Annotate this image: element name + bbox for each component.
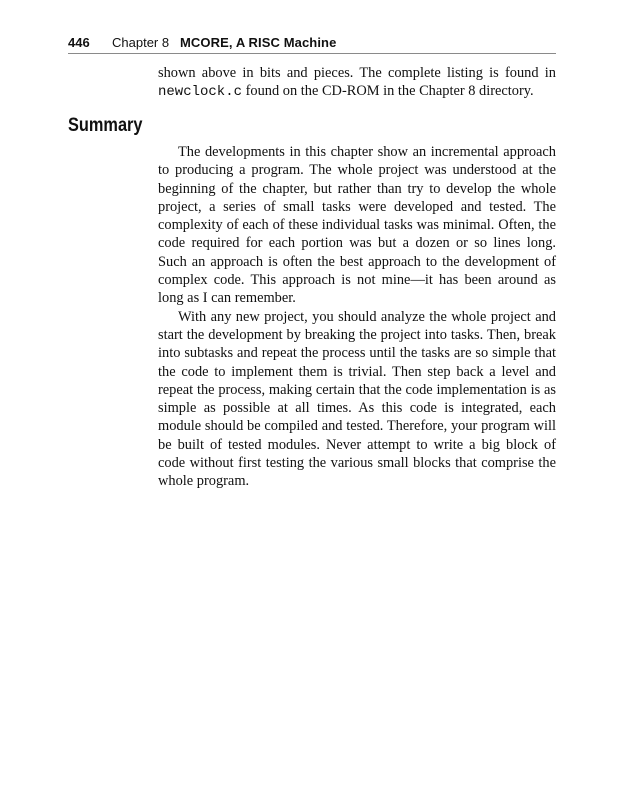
- summary-body: [158, 143, 556, 491]
- summary-paragraph-2: With any new project, you should analyze the whole project and start the development by breaking the project into tasks. Then, break into subtasks and repeat the process until the tasks are so simple that the code to implement them is trivial. Then step back a level and repeat the process, making certain that the code implementation is as simple as possible at all times. As this code is integrated, each module should be compiled and tested. Therefore, your program will be built of tested modules. Never attempt to write a big block of code without first testing the various small blocks that comprise the whole program.: [158, 308, 556, 490]
- continuation-paragraph: [158, 64, 556, 102]
- code-filename: newclock.c: [158, 84, 243, 101]
- section-heading: Summary: [68, 115, 143, 136]
- chapter-label: Chapter 8: [112, 35, 170, 50]
- running-header: [68, 33, 556, 54]
- page-number: 446: [68, 35, 90, 50]
- continuation-text-end: found on the CD-ROM in the Chapter 8 directory.: [242, 83, 534, 100]
- continuation-text-start: shown above in bits and pieces. The complete listing is found in: [158, 65, 556, 81]
- continuation-paragraph-block: [158, 64, 556, 102]
- chapter-title: MCORE, A RISC Machine: [180, 35, 337, 50]
- summary-paragraph-1: The developments in this chapter show an incremental approach to producing a program. The whole project was understood at the beginning of the chapter, but rather than try to develop the whole project, a series of small tasks were developed and tested. The complexity of each of these individual tasks was minimal. Often, the code required for each portion was but a dozen or so lines long. Such an approach is often the best approach to the development of complex code. This approach is not mine—it has been around as long as I can remember.: [158, 144, 556, 307]
